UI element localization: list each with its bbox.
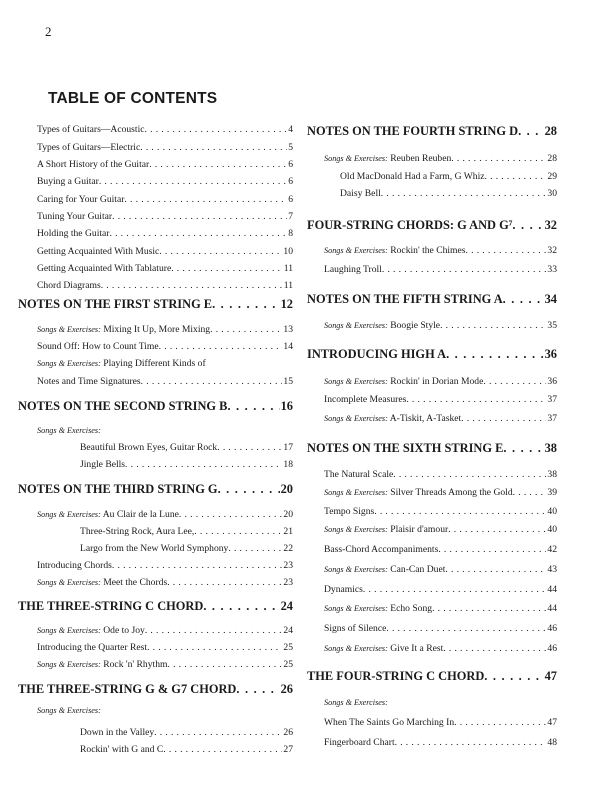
toc-entry: Songs & Exercises: xyxy=(37,426,101,435)
toc-entry: Getting Acquainted With Tablature . . . 11 xyxy=(37,263,293,274)
toc-entry: Songs & Exercises: Rockin' in Dorian Mode . . . 36 xyxy=(324,376,557,387)
toc-section-heading: THE THREE-STRING G & G7 CHORD . . . 26 xyxy=(18,682,293,697)
toc-entry: Songs & Exercises: Au Clair de la Lune . . . 20 xyxy=(37,509,293,520)
toc-section-heading: INTRODUCING HIGH A . . . 36 xyxy=(307,347,557,362)
toc-entry: Tuning Your Guitar . . . 7 xyxy=(37,211,293,222)
page-number: 2 xyxy=(45,24,52,39)
toc-entry: Songs & Exercises: Playing Different Kinds of xyxy=(37,358,206,369)
toc-entry: Introducing Chords . . . 23 xyxy=(37,560,293,571)
toc-entry: Songs & Exercises: Rock 'n' Rhythm . . . 25 xyxy=(37,659,293,670)
page-title: TABLE OF CONTENTS xyxy=(48,90,218,107)
toc-entry: Songs & Exercises: Can-Can Duet . . . 43 xyxy=(324,564,557,575)
toc-entry: When The Saints Go Marching In . . . 47 xyxy=(324,717,557,728)
toc-entry: A Short History of the Guitar . . . 6 xyxy=(37,159,293,170)
toc-entry: The Natural Scale . . . 38 xyxy=(324,469,557,480)
toc-section-heading: NOTES ON THE FOURTH STRING D . . . 28 xyxy=(307,124,557,139)
toc-entry: Daisy Bell . . . 30 xyxy=(340,188,557,199)
toc-entry: Signs of Silence . . . 46 xyxy=(324,623,557,634)
toc-entry: Buying a Guitar . . . 6 xyxy=(37,176,293,187)
toc-entry: Types of Guitars—Electric . . . 5 xyxy=(37,142,293,153)
toc-section-heading: NOTES ON THE FIRST STRING E . . . 12 xyxy=(18,297,293,312)
toc-entry: Beautiful Brown Eyes, Guitar Rock . . . 17 xyxy=(80,442,293,453)
toc-entry: Songs & Exercises: Silver Threads Among the Gold . . . 39 xyxy=(324,487,557,498)
toc-entry: Old MacDonald Had a Farm, G Whiz . . . 29 xyxy=(340,171,557,182)
toc-entry: Dynamics . . . 44 xyxy=(324,584,557,595)
toc-entry: Holding the Guitar . . . 8 xyxy=(37,228,293,239)
toc-entry: Songs & Exercises: Boogie Style . . . 35 xyxy=(324,320,557,331)
toc-entry: Songs & Exercises: xyxy=(324,698,388,707)
toc-section-heading: NOTES ON THE SIXTH STRING E . . . 38 xyxy=(307,441,557,456)
toc-entry: Songs & Exercises: Plaisir d'amour . . . 40 xyxy=(324,524,557,535)
toc-entry: Jingle Bells . . . 18 xyxy=(80,459,293,470)
toc-entry: Chord Diagrams . . . 11 xyxy=(37,280,293,291)
toc-entry: Songs & Exercises: Echo Song . . . 44 xyxy=(324,603,557,614)
toc-entry: Caring for Your Guitar . . . 6 xyxy=(37,194,293,205)
toc-entry: Types of Guitars—Acoustic . . . 4 xyxy=(37,124,293,135)
toc-entry: Fingerboard Chart . . . 48 xyxy=(324,737,557,748)
toc-section-heading: THE FOUR-STRING C CHORD . . . 47 xyxy=(307,669,557,684)
toc-section-heading: THE THREE-STRING C CHORD . . . 24 xyxy=(18,599,293,614)
toc-entry: Sound Off: How to Count Time . . . 14 xyxy=(37,341,293,352)
toc-entry: Three-String Rock, Aura Lee, . . . 21 xyxy=(80,526,293,537)
toc-section-heading: NOTES ON THE FIFTH STRING A . . . 34 xyxy=(307,292,557,307)
toc-entry: Songs & Exercises: Rockin' the Chimes . . . 32 xyxy=(324,245,557,256)
toc-entry: Incomplete Measures . . . 37 xyxy=(324,394,557,405)
toc-entry: Laughing Troll . . . 33 xyxy=(324,264,557,275)
toc-entry: Getting Acquainted With Music . . . 10 xyxy=(37,246,293,257)
toc-entry: Tempo Signs . . . 40 xyxy=(324,506,557,517)
toc-section-heading: FOUR-STRING CHORDS: G AND G⁷ . . . 32 xyxy=(307,218,557,233)
toc-entry: Songs & Exercises: Mixing It Up, More Mixing . . . 13 xyxy=(37,324,293,335)
toc-entry: Rockin' with G and C . . . 27 xyxy=(80,744,293,755)
toc-entry: Songs & Exercises: xyxy=(37,706,101,715)
toc-entry: Songs & Exercises: A-Tiskit, A-Tasket . . . 37 xyxy=(324,413,557,424)
toc-section-heading: NOTES ON THE SECOND STRING B . . . 16 xyxy=(18,399,293,414)
toc-entry: Largo from the New World Symphony . . . 22 xyxy=(80,543,293,554)
toc-entry: Songs & Exercises: Give It a Rest . . . 46 xyxy=(324,643,557,654)
toc-entry: Songs & Exercises: Meet the Chords . . . 23 xyxy=(37,577,293,588)
toc-entry: Notes and Time Signatures . . . 15 xyxy=(37,376,293,387)
toc-entry: Down in the Valley . . . 26 xyxy=(80,727,293,738)
toc-section-heading: NOTES ON THE THIRD STRING G . . . 20 xyxy=(18,482,293,497)
toc-entry: Songs & Exercises: Reuben Reuben . . . 28 xyxy=(324,153,557,164)
toc-entry: Bass-Chord Accompaniments . . . 42 xyxy=(324,544,557,555)
toc-entry: Introducing the Quarter Rest . . . 25 xyxy=(37,642,293,653)
toc-entry: Songs & Exercises: Ode to Joy . . . 24 xyxy=(37,625,293,636)
